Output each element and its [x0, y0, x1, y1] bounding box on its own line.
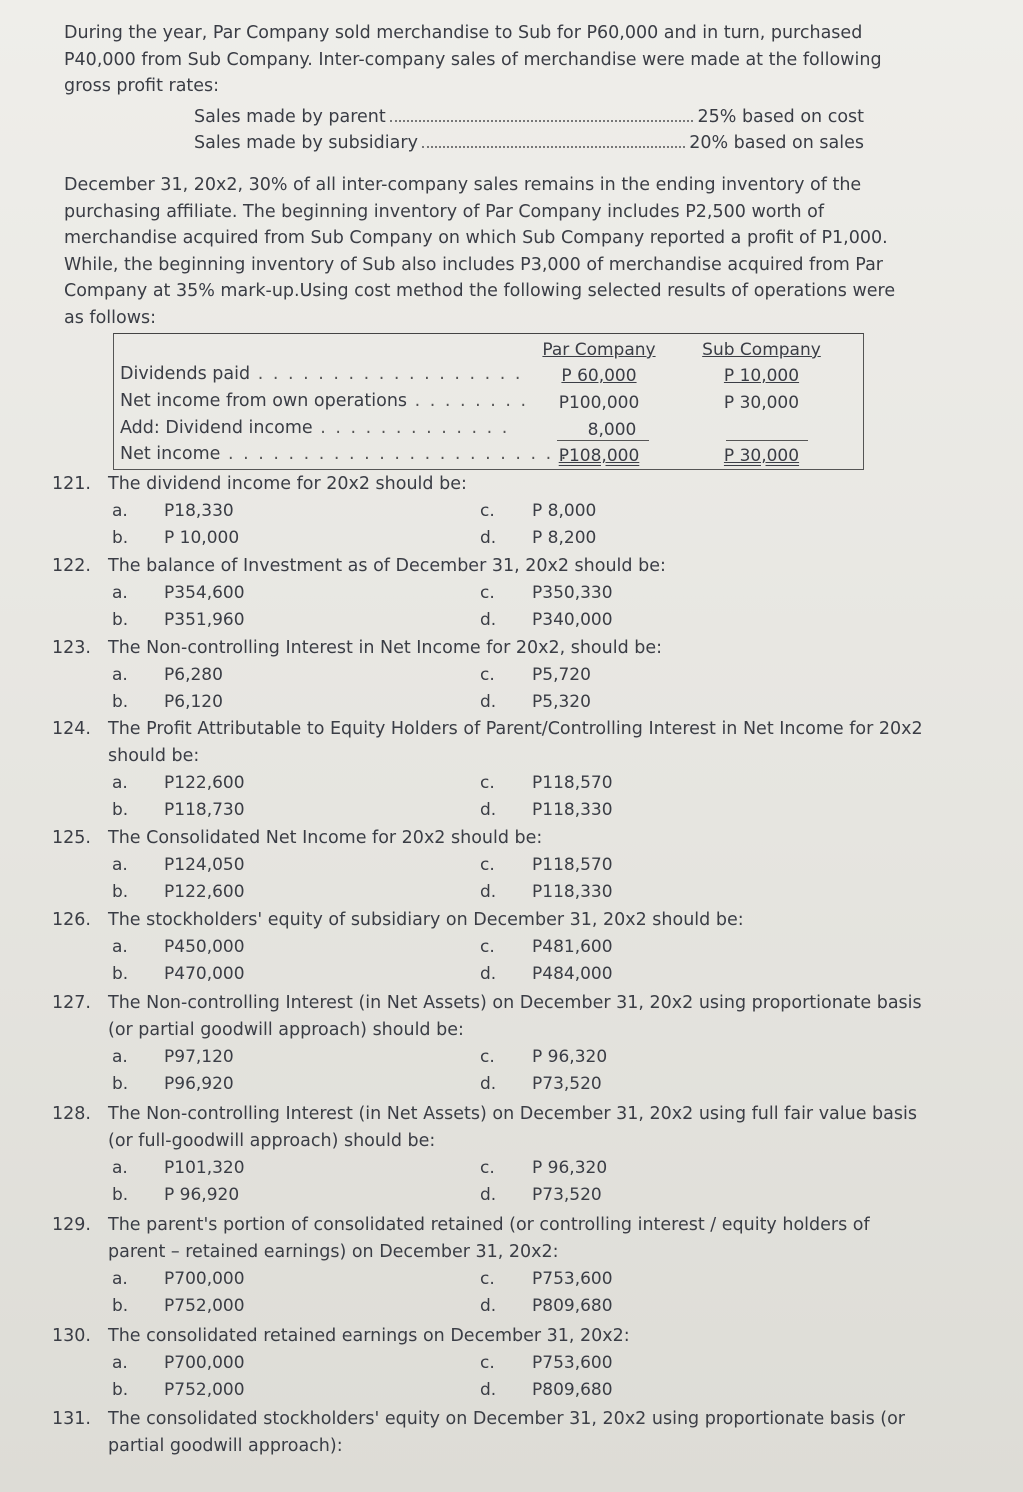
answer-option[interactable] [112, 855, 245, 875]
answer-option[interactable] [480, 964, 613, 984]
question-number: 123. [52, 638, 91, 658]
question-stem: The consolidated stockholders' equity on December 31, 20x2 using proportionate basis (or [108, 1409, 905, 1429]
option-letter: c. [480, 665, 495, 685]
answer-option[interactable] [112, 1185, 239, 1205]
option-value: P18,330 [164, 501, 234, 521]
question-text-continued [108, 1242, 559, 1262]
question-stem: partial goodwill approach): [108, 1436, 343, 1456]
option-letter: a. [112, 501, 128, 521]
option-value: P 10,000 [164, 528, 240, 548]
answer-option[interactable] [112, 665, 223, 685]
option-value: P340,000 [532, 610, 613, 630]
question-text-continued [108, 1020, 464, 1040]
option-letter: b. [112, 1296, 129, 1316]
option-letter: c. [480, 583, 495, 603]
answer-option[interactable] [112, 528, 239, 548]
question-text [52, 638, 662, 658]
option-value: P73,520 [532, 1074, 602, 1094]
question-number: 121. [52, 474, 91, 494]
option-value: P450,000 [164, 937, 245, 957]
option-value: P809,680 [532, 1380, 613, 1400]
option-letter: c. [480, 501, 495, 521]
answer-option[interactable] [480, 1380, 613, 1400]
option-letter: c. [480, 1047, 495, 1067]
question-number: 127. [52, 993, 91, 1013]
option-letter: c. [480, 1158, 495, 1178]
question-text-continued [108, 1131, 435, 1151]
question-stem: The dividend income for 20x2 should be: [108, 474, 467, 494]
question-text-continued [108, 746, 199, 766]
leader-dots: . . . . . . . . . . . . . [312, 418, 510, 438]
sub-value: P 10,000 [723, 366, 800, 386]
row-label-text: Net income from own operations [120, 391, 408, 411]
answer-option[interactable] [480, 501, 596, 521]
option-value: P753,600 [532, 1269, 613, 1289]
table-row-label [120, 444, 568, 464]
option-value: P481,600 [532, 937, 613, 957]
answer-option[interactable] [480, 1074, 602, 1094]
answer-option[interactable] [112, 773, 245, 793]
question-text [52, 719, 923, 739]
par-value: 8,000 [587, 420, 637, 440]
intro-line: During the year, Par Company sold merchandise to Sub for P60,000 and in turn, purchased [64, 23, 863, 43]
facts-line: December 31, 20x2, 30% of all inter-company sales remains in the ending inventory of the [64, 175, 862, 195]
option-letter: b. [112, 1185, 129, 1205]
rate-row [194, 104, 864, 130]
facts-line: merchandise acquired from Sub Company on which Sub Company reported a profit of P1,000. [64, 228, 888, 248]
row-label-text: Net income [120, 444, 221, 464]
option-value: P700,000 [164, 1353, 245, 1373]
answer-option[interactable] [480, 937, 613, 957]
option-letter: b. [112, 692, 129, 712]
option-letter: d. [480, 1185, 497, 1205]
answer-option[interactable] [112, 1353, 245, 1373]
answer-option[interactable] [112, 937, 245, 957]
option-letter: c. [480, 937, 495, 957]
question-stem: The consolidated retained earnings on December 31, 20x2: [108, 1326, 630, 1346]
option-letter: a. [112, 1353, 128, 1373]
par-value: P108,000 [558, 446, 640, 466]
question-text [52, 474, 467, 494]
answer-option[interactable] [480, 610, 613, 630]
option-value: P101,320 [164, 1158, 245, 1178]
option-letter: d. [480, 610, 497, 630]
question-stem: The Consolidated Net Income for 20x2 should be: [108, 828, 543, 848]
option-value: P 8,000 [532, 501, 597, 521]
option-value: P118,730 [164, 800, 245, 820]
option-value: P118,570 [532, 855, 613, 875]
answer-option[interactable] [480, 773, 613, 793]
option-letter: b. [112, 964, 129, 984]
answer-option[interactable] [112, 1074, 234, 1094]
question-stem: The Non-controlling Interest (in Net Assets) on December 31, 20x2 using full fair value basis [108, 1104, 917, 1124]
facts-line: Company at 35% mark-up.Using cost method the following selected results of operations were [64, 281, 896, 301]
option-value: P484,000 [532, 964, 613, 984]
question-stem: (or partial goodwill approach) should be: [108, 1020, 464, 1040]
option-value: P 96,320 [532, 1158, 608, 1178]
rate-label: Sales made by subsidiary [194, 133, 418, 153]
option-value: P5,720 [532, 665, 591, 685]
option-value: P 8,200 [532, 528, 597, 548]
option-value: P354,600 [164, 583, 245, 603]
answer-option[interactable] [112, 692, 223, 712]
option-value: P6,120 [164, 692, 223, 712]
rate-value: 20% based on sales [689, 133, 864, 153]
option-value: P809,680 [532, 1296, 613, 1316]
par-value: P 60,000 [561, 366, 637, 386]
question-text [52, 993, 922, 1013]
option-value: P124,050 [164, 855, 245, 875]
facts-line: purchasing affiliate. The beginning inventory of Par Company includes P2,500 worth of [64, 201, 825, 222]
option-value: P6,280 [164, 665, 223, 685]
option-value: P 96,920 [164, 1185, 240, 1205]
question-number: 128. [52, 1104, 91, 1124]
intro-line: gross profit rates: [64, 76, 220, 96]
option-letter: c. [480, 855, 495, 875]
facts-paragraph [64, 172, 936, 331]
table-row-label [120, 391, 528, 411]
question-number: 122. [52, 556, 91, 576]
question-number: 125. [52, 828, 91, 848]
subtotal-rule [726, 440, 808, 441]
answer-option[interactable] [112, 501, 234, 521]
answer-option[interactable] [112, 882, 245, 902]
option-letter: d. [480, 800, 497, 820]
rate-value: 25% based on cost [697, 107, 864, 127]
gross-profit-rates [194, 104, 864, 156]
option-letter: c. [480, 1353, 495, 1373]
answer-option[interactable] [112, 1047, 234, 1067]
option-value: P122,600 [164, 882, 245, 902]
answer-option[interactable] [480, 1353, 613, 1373]
question-text [52, 828, 542, 848]
option-value: P351,960 [164, 610, 245, 630]
operations-table [113, 333, 864, 470]
option-value: P96,920 [164, 1074, 234, 1094]
intro-paragraph [64, 20, 936, 100]
answer-option[interactable] [112, 1296, 245, 1316]
rate-row [194, 130, 864, 156]
answer-option[interactable] [112, 1269, 245, 1289]
table-row-label [120, 364, 522, 384]
subtotal-rule [557, 440, 649, 441]
option-value: P118,330 [532, 882, 613, 902]
answer-option[interactable] [480, 583, 613, 603]
leader-dots: . . . . . . . . . . . . . . . . . . [250, 364, 523, 384]
answer-option[interactable] [480, 855, 613, 875]
leader-dots: . . . . . . . . . . . . . . . . . . . . . . . [220, 444, 569, 464]
option-value: P5,320 [532, 692, 591, 712]
option-letter: b. [112, 882, 129, 902]
answer-option[interactable] [112, 800, 245, 820]
option-value: P752,000 [164, 1296, 245, 1316]
option-letter: b. [112, 528, 129, 548]
question-text [52, 910, 744, 930]
option-letter: a. [112, 773, 128, 793]
option-value: P 96,320 [532, 1047, 608, 1067]
question-stem: (or full-goodwill approach) should be: [108, 1131, 436, 1151]
par-value: P100,000 [558, 393, 640, 413]
sub-value: P 30,000 [723, 393, 800, 413]
question-text [52, 1215, 870, 1235]
row-label-text: Add: Dividend income [120, 418, 313, 438]
answer-option[interactable] [480, 1269, 613, 1289]
option-value: P118,330 [532, 800, 613, 820]
option-value: P118,570 [532, 773, 613, 793]
leader-dots [422, 146, 685, 148]
option-letter: b. [112, 800, 129, 820]
option-letter: b. [112, 1380, 129, 1400]
option-value: P753,600 [532, 1353, 613, 1373]
answer-option[interactable] [480, 1185, 602, 1205]
option-letter: d. [480, 692, 497, 712]
answer-option[interactable] [112, 1380, 245, 1400]
option-letter: c. [480, 773, 495, 793]
answer-option[interactable] [480, 692, 591, 712]
question-stem: The parent's portion of consolidated retained (or controlling interest / equity holders of [108, 1215, 870, 1235]
facts-line: While, the beginning inventory of Sub also includes P3,000 of merchandise acquired from Par [64, 254, 883, 275]
sub-value: P 30,000 [723, 446, 800, 466]
answer-option[interactable] [480, 1047, 607, 1067]
answer-option[interactable] [112, 964, 245, 984]
answer-option[interactable] [112, 610, 245, 630]
option-letter: c. [480, 1269, 495, 1289]
answer-option[interactable] [480, 1158, 607, 1178]
leader-dots: . . . . . . . . [407, 391, 529, 411]
question-number: 131. [52, 1409, 91, 1429]
option-value: P122,600 [164, 773, 245, 793]
option-letter: d. [480, 964, 497, 984]
answer-option[interactable] [480, 528, 596, 548]
table-row-label [120, 418, 509, 438]
option-letter: a. [112, 1269, 128, 1289]
par-company-header: Par Company [542, 340, 656, 360]
option-letter: d. [480, 1074, 497, 1094]
question-number: 126. [52, 910, 91, 930]
rate-label: Sales made by parent [194, 107, 386, 127]
question-number: 129. [52, 1215, 91, 1235]
question-number: 124. [52, 719, 91, 739]
intro-line: P40,000 from Sub Company. Inter-company sales of merchandise were made at the following [64, 49, 882, 70]
row-label-text: Dividends paid [120, 364, 251, 384]
option-letter: b. [112, 1074, 129, 1094]
option-value: P700,000 [164, 1269, 245, 1289]
option-letter: a. [112, 1047, 128, 1067]
sub-company-header: Sub Company [702, 340, 821, 360]
question-text [52, 1104, 917, 1124]
option-value: P73,520 [532, 1185, 602, 1205]
question-stem: The Profit Attributable to Equity Holders of Parent/Controlling Interest in Net Income for 20x2 [108, 719, 923, 739]
question-text [52, 1326, 630, 1346]
option-letter: b. [112, 610, 129, 630]
question-stem: The stockholders' equity of subsidiary on December 31, 20x2 should be: [108, 910, 744, 930]
facts-line: as follows: [64, 307, 157, 328]
question-text-continued [108, 1436, 343, 1456]
option-letter: d. [480, 882, 497, 902]
option-letter: d. [480, 1296, 497, 1316]
answer-option[interactable] [112, 583, 245, 603]
option-value: P350,330 [532, 583, 613, 603]
answer-option[interactable] [480, 665, 591, 685]
question-number: 130. [52, 1326, 91, 1346]
question-stem: should be: [108, 746, 200, 766]
option-value: P752,000 [164, 1380, 245, 1400]
leader-dots [390, 120, 694, 122]
question-stem: The Non-controlling Interest in Net Income for 20x2, should be: [108, 638, 663, 658]
option-letter: a. [112, 1158, 128, 1178]
answer-option[interactable] [112, 1158, 245, 1178]
option-letter: d. [480, 1380, 497, 1400]
option-letter: a. [112, 665, 128, 685]
answer-option[interactable] [480, 800, 613, 820]
question-stem: The Non-controlling Interest (in Net Assets) on December 31, 20x2 using proportionate basis [108, 993, 922, 1013]
option-value: P470,000 [164, 964, 245, 984]
answer-option[interactable] [480, 1296, 613, 1316]
option-letter: a. [112, 855, 128, 875]
answer-option[interactable] [480, 882, 613, 902]
option-letter: a. [112, 583, 128, 603]
question-text [52, 1409, 905, 1429]
question-stem: The balance of Investment as of December 31, 20x2 should be: [108, 556, 666, 576]
option-letter: d. [480, 528, 497, 548]
option-letter: a. [112, 937, 128, 957]
question-stem: parent – retained earnings) on December 31, 20x2: [108, 1242, 559, 1262]
question-text [52, 556, 666, 576]
option-value: P97,120 [164, 1047, 234, 1067]
